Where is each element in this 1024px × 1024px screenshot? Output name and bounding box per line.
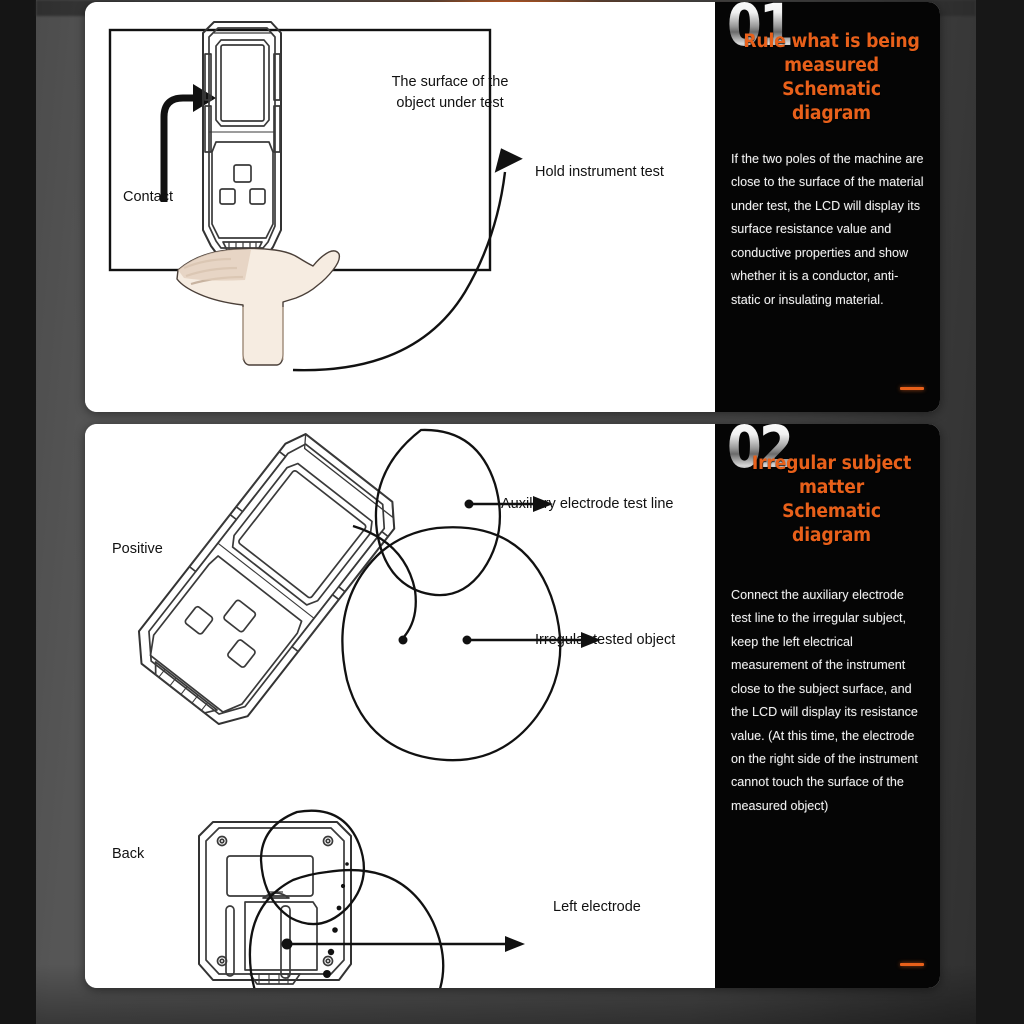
label-positive: Positive xyxy=(112,541,163,557)
label-hold-instrument-test: Hold instrument test xyxy=(535,164,664,180)
label-auxiliary-electrode-test-line: Auxiliary electrode test line xyxy=(501,496,674,512)
background-left-band xyxy=(0,0,36,1024)
label-surface-line-1: The surface of the xyxy=(391,74,509,90)
schematic-diagram-01 xyxy=(85,2,715,412)
info-pane-02 xyxy=(715,424,940,988)
diagram-pane-01 xyxy=(85,2,715,412)
panel-body-text-02: Connect the auxiliary electrode test line to the irregular subject, keep the left electrical measurement of the instrument close to the subject surface, and the LCD will display its resistance value. (At this time, the electrode on the right side of the instrument cannot touch the surface of the measured object) xyxy=(731,588,918,813)
heading-line-1: Irregular subject xyxy=(751,453,912,474)
panel-card-02 xyxy=(85,424,940,988)
heading-line-1: Rule what is being xyxy=(743,31,920,52)
panel-card-01 xyxy=(85,2,940,412)
panel-heading-02 xyxy=(740,452,923,548)
panel-number-01: 01 xyxy=(727,2,791,54)
background-right-band xyxy=(976,0,1024,1024)
label-back: Back xyxy=(112,846,145,862)
instrument-angled-illustration xyxy=(124,428,406,735)
accent-dash-01 xyxy=(900,387,924,390)
label-left-electrode: Left electrode xyxy=(553,899,641,915)
panel-body-text-01: If the two poles of the machine are close to the surface of the material under test, the LCD will display its surface resistance value and conductive properties and show whether it is a conductor, anti-static or insulating material. xyxy=(731,152,924,307)
heading-line-3: Schematic diagram xyxy=(782,501,881,547)
heading-line-2: measured xyxy=(784,55,879,77)
label-surface-line-2: object under test xyxy=(396,95,504,112)
label-irregular-tested-object: Irregular tested object xyxy=(535,632,676,648)
panel-heading-01 xyxy=(740,30,923,126)
panel-number-02: 02 xyxy=(727,424,791,476)
heading-line-2: matter xyxy=(798,477,865,499)
irregular-object-small-blob xyxy=(376,430,500,595)
label-contact: Contact xyxy=(123,189,173,205)
label-surface-under-test xyxy=(335,72,565,114)
diagram-pane-02 xyxy=(85,424,715,988)
info-pane-01 xyxy=(715,2,940,412)
hand-illustration xyxy=(177,248,339,365)
instrument-front-illustration xyxy=(203,22,281,254)
accent-dash-02 xyxy=(900,963,924,966)
arrow-left-electrode xyxy=(282,936,526,952)
heading-line-3: Schematic diagram xyxy=(782,79,881,125)
lead-tip-dot xyxy=(399,636,408,645)
irregular-object-large-blob xyxy=(342,527,560,760)
